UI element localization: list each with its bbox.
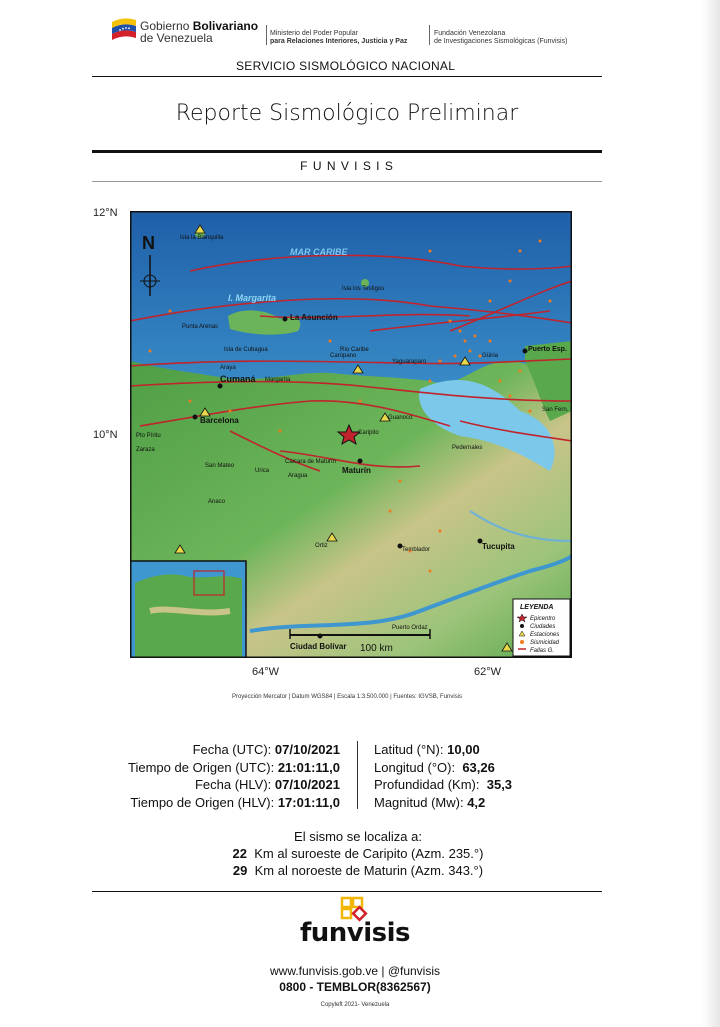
param-row: Longitud (°O): 63,26 [374, 759, 495, 775]
footer-divider [92, 891, 602, 892]
svg-text:Isla de Cubagua: Isla de Cubagua [224, 347, 268, 353]
svg-text:Punta Arenas: Punta Arenas [182, 324, 219, 330]
svg-text:Anaco: Anaco [208, 499, 226, 505]
footer-web: www.funvisis.gob.ve | @funvisis [269, 964, 441, 978]
svg-text:N: N [142, 233, 155, 253]
svg-text:Puerto Ordaz: Puerto Ordaz [392, 625, 428, 631]
page-edge [702, 0, 720, 1027]
svg-text:Caripito: Caripito [358, 430, 379, 436]
params-left [100, 741, 340, 811]
params-right [374, 741, 574, 811]
param-row: Magnitud (Mw): 4,2 [374, 794, 486, 810]
svg-text:Barcelona: Barcelona [200, 416, 239, 425]
location-intro: El sismo se localiza a: [294, 829, 422, 844]
param-row: Tiempo de Origen (HLV): 17:01:11,0 [130, 794, 340, 810]
footer-copyright: Copyleft 2021- Venezuela [320, 1002, 390, 1008]
svg-text:Urica: Urica [255, 468, 270, 474]
svg-text:Fallas G.: Fallas G. [530, 648, 555, 654]
footer-phone: 0800 - TEMBLOR(8362567) [279, 980, 431, 994]
svg-text:Sismicidad: Sismicidad [530, 640, 560, 646]
ministry-name: Ministerio del Poder Popular para Relaciones Interiores, Justicia y Paz [270, 30, 408, 45]
location-block [0, 828, 716, 879]
seismic-map [130, 211, 572, 658]
svg-text:MAR CARIBE: MAR CARIBE [290, 247, 348, 257]
location-line: 22 Km al suroeste de Caripito (Azm. 235.°) [232, 846, 484, 861]
param-row: Latitud (°N): 10,00 [374, 742, 480, 757]
map-legend [513, 599, 570, 656]
lon-left-label: 64°W [252, 666, 280, 678]
svg-text:Isla la Blanquilla: Isla la Blanquilla [180, 235, 224, 241]
title-divider [92, 150, 602, 153]
venezuela-flag-icon [110, 16, 138, 44]
location-line: 29 Km al noroeste de Maturin (Azm. 343.°) [232, 863, 484, 878]
svg-text:Ciudades: Ciudades [530, 624, 556, 630]
svg-text:Aragua: Aragua [288, 473, 308, 479]
svg-text:Güiria: Güiria [482, 353, 499, 359]
svg-text:LEYENDA: LEYENDA [520, 604, 554, 611]
params-divider [357, 741, 358, 809]
svg-text:Pedernales: Pedernales [452, 445, 483, 451]
svg-text:Ciudad Bolívar: Ciudad Bolívar [290, 642, 347, 651]
projection-note: Proyección Mercator | Datum WGS84 | Escala 1:3.500.000 | Fuentes: IGVSB, Funvisis [231, 694, 463, 700]
lon-right-label: 62°W [474, 666, 502, 678]
funvisis-wordmark: funvisis [299, 918, 411, 948]
svg-text:Carúpano: Carúpano [330, 353, 357, 359]
svg-text:Temblador: Temblador [402, 547, 431, 553]
svg-text:Maturín: Maturín [342, 466, 371, 475]
svg-text:San Fern.: San Fern. [542, 407, 569, 413]
svg-text:Ortiz: Ortiz [315, 543, 328, 549]
inset-map [130, 561, 246, 658]
svg-text:Pto Píritu: Pto Píritu [136, 433, 161, 439]
service-name: SERVICIO SISMOLÓGICO NACIONAL [236, 59, 456, 73]
svg-text:San Mateo: San Mateo [205, 463, 235, 469]
gov-name: Gobierno Bolivariano de Venezuela [140, 19, 259, 45]
param-row: Profundidad (Km): 35,3 [374, 777, 513, 792]
param-row: Tiempo de Origen (UTC): 21:01:11,0 [128, 759, 340, 775]
svg-text:100 km: 100 km [360, 643, 393, 654]
svg-text:Estaciones: Estaciones [530, 632, 560, 638]
svg-text:Río Caribe: Río Caribe [340, 347, 369, 353]
lat-top-label: 12°N [93, 207, 118, 219]
svg-text:Tucupita: Tucupita [482, 542, 515, 551]
svg-text:Epicentro: Epicentro [530, 616, 556, 622]
svg-text:Cumaná: Cumaná [220, 374, 256, 384]
svg-text:Puerto Esp.: Puerto Esp. [528, 346, 567, 353]
param-row: Fecha (HLV): 07/10/2021 [194, 777, 340, 792]
org-divider [92, 181, 602, 182]
org-name: F U N V I S I S [300, 159, 394, 173]
page-title: Reporte Sismológico Preliminar [175, 101, 519, 126]
foundation-name: Fundación Venezolana de Investigaciones Sismológicas (Funvisis) [434, 30, 568, 45]
svg-text:Isla los Testigos: Isla los Testigos [342, 286, 385, 292]
svg-text:La Asunción: La Asunción [290, 313, 338, 322]
svg-text:Araya: Araya [220, 365, 236, 371]
svg-text:Margarita: Margarita [265, 377, 291, 383]
svg-text:Guanoco: Guanoco [388, 415, 413, 421]
svg-text:Caicara de Maturín: Caicara de Maturín [285, 459, 337, 465]
param-row: Fecha (UTC): 07/10/2021 [192, 742, 340, 757]
header [0, 0, 720, 80]
svg-text:I. Margarita: I. Margarita [228, 293, 277, 303]
svg-text:Zaraza: Zaraza [136, 447, 155, 453]
lat-mid-label: 10°N [93, 429, 118, 441]
svg-text:Yaguaraparo: Yaguaraparo [392, 359, 427, 365]
header-divider [92, 76, 602, 77]
